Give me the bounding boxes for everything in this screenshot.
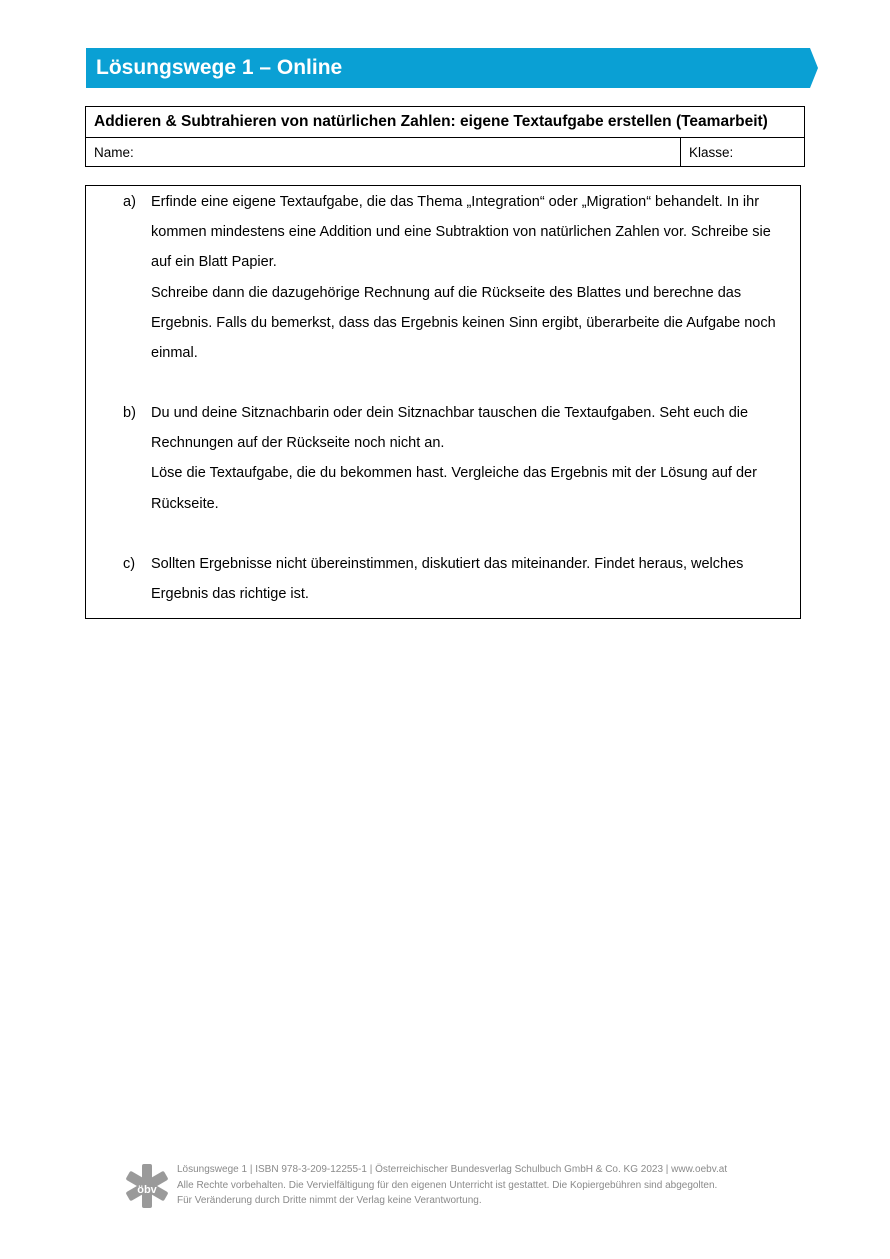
task-a: [123, 187, 795, 368]
header-banner: [86, 48, 818, 88]
task-paragraph: Schreibe dann die dazugehörige Rechnung auf die Rückseite des Blattes und berechne das Ergebnis. Falls du bemerkst, dass das Ergebnis keinen Sinn ergibt, überarbeite die Aufgabe noch einmal.: [151, 284, 776, 362]
logo-text: öbv: [137, 1184, 157, 1196]
task-box: [85, 185, 801, 619]
name-label: Name:: [94, 144, 134, 160]
name-field[interactable]: [86, 138, 681, 167]
task-b: [123, 398, 795, 519]
oebv-logo-icon: [125, 1162, 169, 1210]
task-paragraph: Du und deine Sitznachbarin oder dein Sitznachbar tauschen die Textaufgaben. Seht euch die Rechnungen auf der Rückseite noch nicht an.: [151, 405, 749, 452]
task-paragraph: Löse die Textaufgabe, die du bekommen hast. Vergleiche das Ergebnis mit der Lösung auf der Rückseite.: [151, 465, 757, 512]
task-letter: a): [123, 194, 136, 210]
task-letter: b): [123, 405, 136, 421]
footer-text: [177, 1162, 727, 1209]
banner-title: Lösungswege 1 – Online: [96, 56, 343, 79]
footer: [125, 1162, 805, 1212]
class-field[interactable]: [681, 138, 805, 167]
worksheet-title: Addieren & Subtrahieren von natürlichen Zahlen: eigene Textaufgabe erstellen (Teamarbeit): [86, 107, 805, 138]
footer-line: Lösungswege 1 | ISBN 978-3-209-12255-1 | Österreichischer Bundesverlag Schulbuch GmbH & Co. KG 2023 | www.oebv.at: [177, 1164, 728, 1175]
task-paragraph: Sollten Ergebnisse nicht übereinstimmen, diskutiert das miteinander. Findet heraus, welches Ergebnis das richtige ist.: [151, 556, 744, 603]
task-letter: c): [123, 556, 136, 572]
class-label: Klasse:: [689, 144, 734, 160]
footer-line: Für Veränderung durch Dritte nimmt der Verlag keine Verantwortung.: [177, 1195, 482, 1206]
task-c: [123, 549, 795, 609]
task-paragraph: Erfinde eine eigene Textaufgabe, die das Thema „Integration“ oder „Migration“ behandelt. In ihr kommen mindestens eine Addition und eine Subtraktion von natürlichen Zahlen vor. Schreibe sie auf ein Blatt Papier.: [151, 194, 771, 271]
worksheet-header: [85, 106, 805, 167]
footer-line: Alle Rechte vorbehalten. Die Vervielfältigung für den eigenen Unterricht ist gestattet. Die Kopiergebühren sind abgegolten.: [177, 1179, 718, 1191]
